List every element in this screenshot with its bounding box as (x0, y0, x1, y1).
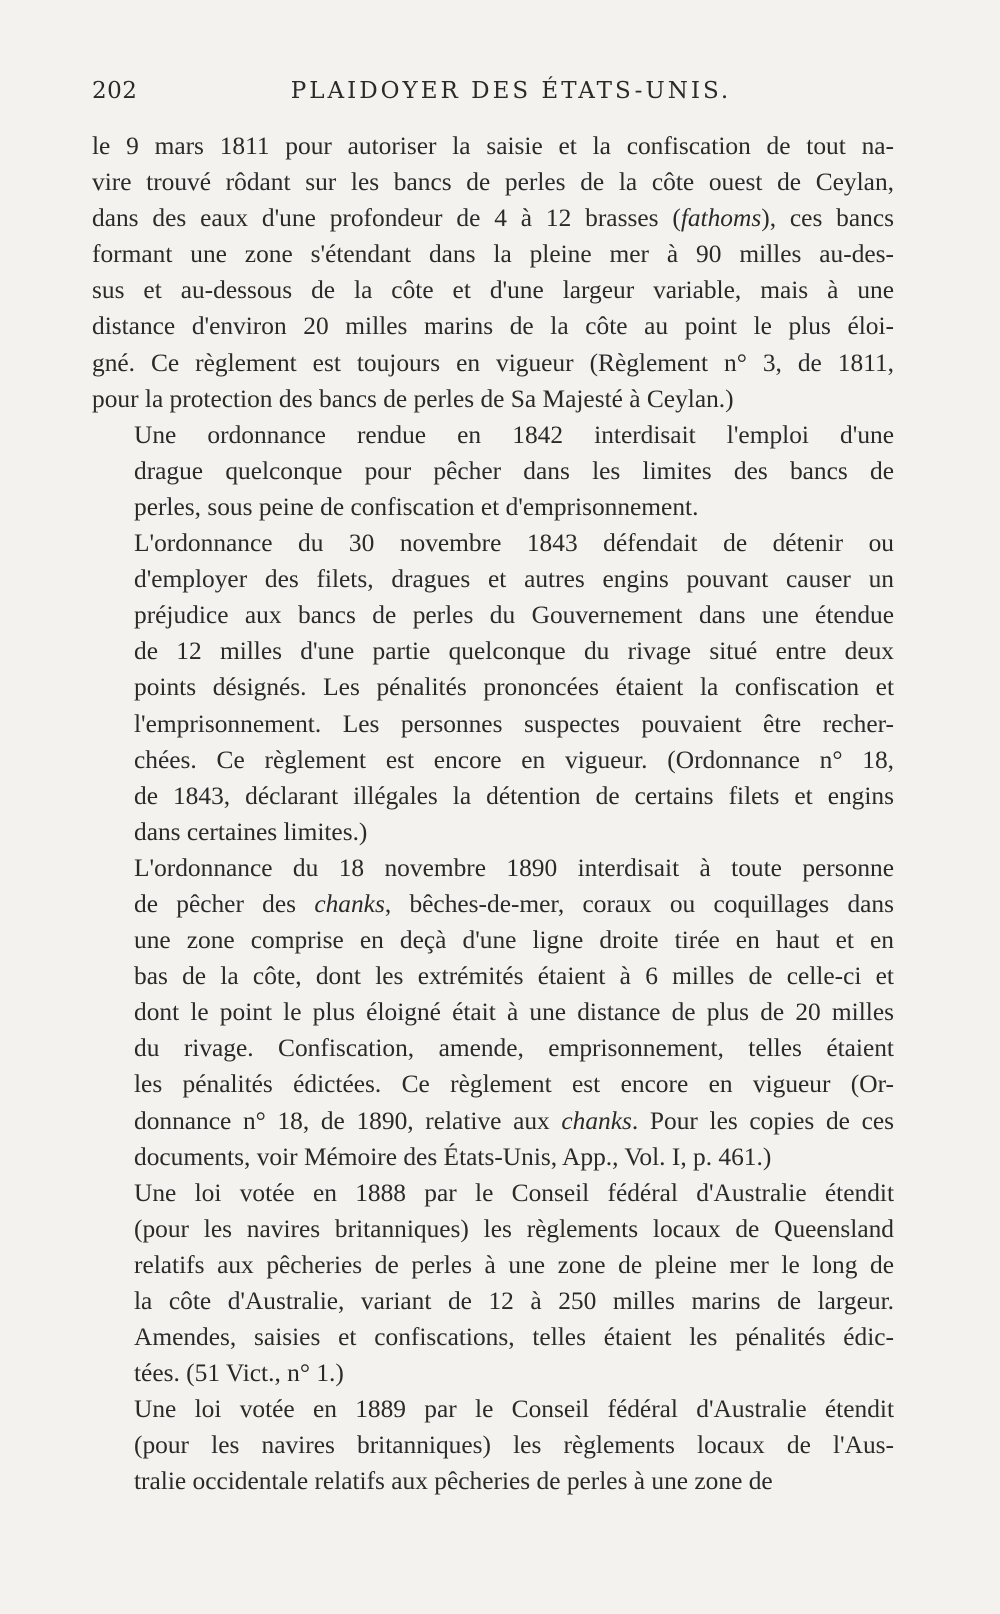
running-title: PLAIDOYER DES ÉTATS-UNIS. (290, 78, 732, 104)
text-line: donnance n° 18, de 1890, relative aux chanks. Pour les copies de ces (134, 1106, 894, 1135)
text-line: Amendes, saisies et confiscations, telles étaient les pénalités édic- (134, 1323, 894, 1352)
paragraph (92, 1391, 894, 1499)
text-line: L'ordonnance du 30 novembre 1843 défendait de détenir ou (134, 529, 894, 558)
text-line: l'emprisonnement. Les personnes suspectes pouvaient être recher- (134, 709, 894, 738)
text-line: la côte d'Australie, variant de 12 à 250 milles marins de largeur. (134, 1287, 894, 1315)
text-line: documents, voir Mémoire des États-Unis, App., Vol. I, p. 461.) (134, 1142, 772, 1171)
text-line: L'ordonnance du 18 novembre 1890 interdisait à toute personne (134, 853, 894, 882)
text-line: les pénalités édictées. Ce règlement est encore en vigueur (Or- (134, 1070, 894, 1099)
text-line: Une loi votée en 1888 par le Conseil fédéral d'Australie étendit (134, 1178, 894, 1207)
text-line: dont le point le plus éloigné était à une distance de plus de 20 milles (134, 998, 894, 1027)
text-line: vire trouvé rôdant sur les bancs de perles de la côte ouest de Ceylan, (92, 168, 894, 197)
text-line: chées. Ce règlement est encore en vigueur. (Ordonnance n° 18, (134, 745, 894, 774)
text-line: de pêcher des chanks, bêches-de-mer, coraux ou coquillages dans (134, 889, 894, 918)
text-line: perles, sous peine de confiscation et d'emprisonnement. (134, 492, 699, 521)
text-line: points désignés. Les pénalités prononcées étaient la confiscation et (134, 673, 894, 702)
paragraph (92, 1175, 894, 1392)
text-line: de 1843, déclarant illégales la détention de certains filets et engins (134, 781, 894, 810)
body-text (92, 128, 894, 1500)
text-line: sus et au-dessous de la côte et d'une largeur variable, mais à une (92, 276, 894, 305)
text-line: tralie occidentale relatifs aux pêcheries de perles à une zone de (134, 1467, 773, 1496)
text-line: (pour les navires britanniques) les règlements locaux de l'Aus- (134, 1431, 894, 1460)
text-line: distance d'environ 20 milles marins de la côte au point le plus éloi- (92, 312, 894, 341)
text-line: formant une zone s'étendant dans la pleine mer à 90 milles au-des- (92, 240, 894, 269)
text-line: de 12 milles d'une partie quelconque du rivage situé entre deux (134, 637, 894, 666)
text-line: Une ordonnance rendue en 1842 interdisait l'emploi d'une (134, 420, 894, 449)
text-line: tées. (51 Vict., n° 1.) (134, 1359, 344, 1388)
text-line: dans certaines limites.) (134, 817, 368, 846)
text-line: dans des eaux d'une profondeur de 4 à 12 brasses (fathoms), ces bancs (92, 204, 894, 233)
page-number: 202 (92, 78, 138, 104)
text-line: bas de la côte, dont les extrémités étaient à 6 milles de celle-ci et (134, 962, 894, 991)
text-line: (pour les navires britanniques) les règlements locaux de Queensland (134, 1214, 894, 1243)
paragraph (92, 850, 894, 1175)
text-line: gné. Ce règlement est toujours en vigueur (Règlement n° 3, de 1811, (92, 348, 894, 377)
text-line: d'employer des filets, dragues et autres engins pouvant causer un (134, 565, 894, 594)
paragraph (92, 525, 894, 850)
text-line: le 9 mars 1811 pour autoriser la saisie et la confiscation de tout na- (92, 132, 894, 160)
text-line: préjudice aux bancs de perles du Gouvernement dans une étendue (134, 601, 894, 630)
text-line: pour la protection des bancs de perles de Sa Majesté à Ceylan.) (92, 384, 734, 413)
paragraph (92, 417, 894, 525)
text-line: Une loi votée en 1889 par le Conseil fédéral d'Australie étendit (134, 1395, 894, 1424)
text-line: drague quelconque pour pêcher dans les limites des bancs de (134, 456, 894, 485)
text-line: une zone comprise en deçà d'une ligne droite tirée en haut et en (134, 926, 894, 955)
paragraph (92, 128, 894, 417)
running-head (92, 78, 890, 108)
text-line: du rivage. Confiscation, amende, emprisonnement, telles étaient (134, 1034, 894, 1063)
text-line: relatifs aux pêcheries de perles à une zone de pleine mer le long de (134, 1250, 894, 1279)
